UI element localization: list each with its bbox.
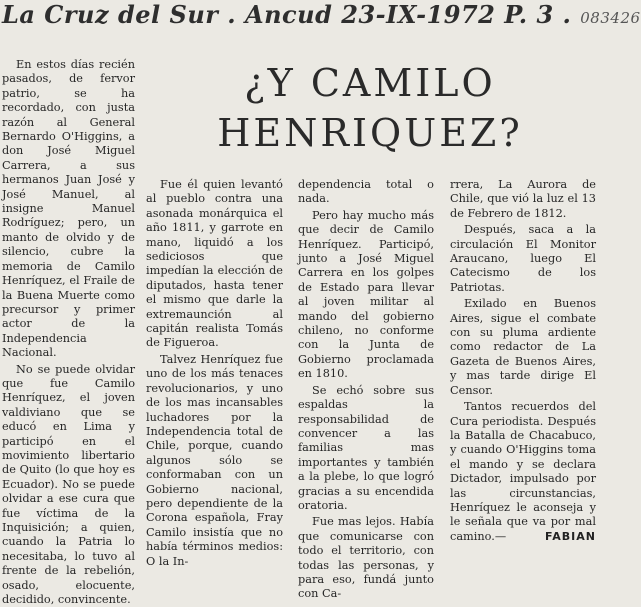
article-column-4 bbox=[450, 178, 596, 544]
paragraph: Fue mas lejos. Había que comunicarse con todo el territorio, con todas las personas, y para eso, fundá junto con Ca- bbox=[298, 515, 434, 601]
author-byline: FABIAN bbox=[545, 530, 596, 543]
handwritten-note: La Cruz del Sur . Ancud 23-IX-1972 P. 3 . bbox=[2, 0, 572, 29]
paragraph: No se puede olvidar que fue Camilo Henríquez, el joven valdiviano que se educó en Lima y participó en el movimiento libertario de Quito (lo que hoy es Ecuador). No se puede olvidar a ese cura que fue víctima de la Inquisición; a quien, cuando la Patria lo necesitaba, lo tuvo al frente de la rebelión, osado, elocuente, decidido, convincente. bbox=[2, 362, 135, 607]
paragraph: Se echó sobre sus espaldas la responsabilidad de convencer a las familias mas importantes y también a la plebe, lo que logró gracias a su encendida oratoria. bbox=[298, 383, 434, 512]
handwritten-source-note bbox=[2, 0, 641, 34]
headline-line-1: ¿Y CAMILO bbox=[244, 61, 496, 105]
paragraph: En estos días recién pasados, de fervor patrio, se ha recordado, con justa razón al General Bernardo O'Higgins, a don José Miguel Carrera, a sus hermanos Juan José y José Manuel, al insigne Manuel Rodríguez; pero, un manto de olvido y de silencio, cubre la memoria de Camilo Henríquez, el Fraile de la Buena Muerte como precursor y primer actor de la Independencia Nacional. bbox=[2, 58, 135, 360]
paragraph: rrera, La Aurora de Chile, que vió la luz el 13 de Febrero de 1812. bbox=[450, 178, 596, 220]
article-column-2 bbox=[146, 178, 283, 569]
headline-line-2: HENRIQUEZ? bbox=[217, 111, 523, 155]
paragraph: Tantos recuerdos del Cura periodista. Después la Batalla de Chacabuco, y cuando O'Higgins toma el mando y se declara Dictador, impulsado por las circunstancias, Henríquez le aconseja y le señala que va por mal camino.— bbox=[450, 400, 596, 543]
paragraph: dependencia total o nada. bbox=[298, 178, 434, 206]
paragraph: Después, saca a la circulación El Monitor Araucano, luego El Catecismo de los Patriotas. bbox=[450, 223, 596, 294]
article-column-3 bbox=[298, 178, 434, 602]
paragraph: Fue él quien levantó al pueblo contra una asonada monárquica el año 1811, y garrote en mano, liquidó a los sediciosos que impedían la elección de diputados, hasta tener el mismo que darle la extremaunción al capitán realista Tomás de Figueroa. bbox=[146, 178, 283, 350]
article-headline bbox=[200, 58, 540, 158]
paragraph: Pero hay mucho más que decir de Camilo Henríquez. Participó, junto a José Miguel Carrera en los golpes de Estado para llevar al joven militar al mando del gobierno chileno, no conforme con la Junta de Gobierno proclamada en 1810. bbox=[298, 208, 434, 381]
article-column-1 bbox=[2, 58, 135, 607]
paragraph: Talvez Henríquez fue uno de los más tenaces revolucionarios, y uno de los mas incansables luchadores por la Independencia total de Chile, porque, cuando algunos sólo se conformaban con un Gobierno nacional, pero dependiente de la Corona española, Fray Camilo insistía que no había términos medios: O la In- bbox=[146, 352, 283, 568]
paragraph: Exilado en Buenos Aires, sigue el combate con su pluma ardiente como redactor de La Gazeta de Buenos Aires, y mas tarde dirige El Censor. bbox=[450, 297, 596, 397]
archive-number: 083426 bbox=[580, 9, 641, 27]
